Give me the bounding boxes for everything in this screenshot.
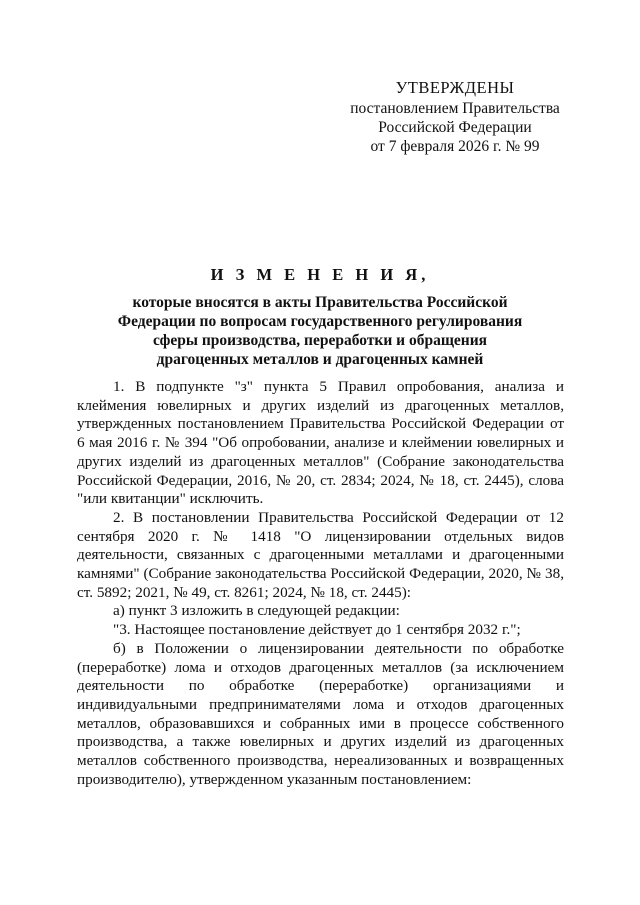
paragraph-quote: "3. Настоящее постановление действует до 1 сентября 2032 г."; [113, 621, 521, 639]
title-subtitle-line: Федерации по вопросам государственного регулирования [117, 313, 523, 330]
title-subtitle-line: сферы производства, переработки и обращения [152, 332, 488, 349]
approval-line: Российской Федерации [378, 119, 532, 136]
approval-stamp [340, 78, 570, 156]
document-body [77, 378, 564, 789]
approval-line: от 7 февраля 2026 г. № 99 [370, 138, 540, 155]
title-main: И З М Е Н Е Н И Я, [210, 265, 430, 284]
title-subtitle [90, 293, 550, 369]
approval-heading: УТВЕРЖДЕНЫ [395, 78, 515, 97]
paragraph-2b: б) в Положении о лицензировании деятельности по обработке (переработке) лома и отходов драгоценных металлов (за исключением деятельности по обработке (переработке) организациями и индивидуальными предпринимателями лома и отходов драгоценных металлов, образовавшихся и собранных ими в процессе собственного производства, а также ювелирных и других изделий из драгоценных металлов собственного производства, нереализованных и возвращенных производителю), утвержденном указанным постановлением: [77, 639, 564, 788]
title-subtitle-line: которые вносятся в акты Правительства Российской [132, 294, 508, 311]
approval-line: постановлением Правительства [350, 100, 560, 117]
paragraph-2: 2. В постановлении Правительства Российской Федерации от 12 сентября 2020 г. № 1418 "О лицензировании отдельных видов деятельности, связанных с драгоценными металлами и драгоценными камнями" (Собрание законодательства Российской Федерации, 2020, № 38, ст. 5892; 2021, № 49, ст. 8261; 2024, № 18, ст. 2445): [77, 508, 564, 601]
paragraph-2a: а) пункт 3 изложить в следующей редакции: [113, 602, 400, 620]
paragraph-1: 1. В подпункте "з" пункта 5 Правил опробования, анализа и клеймения ювелирных и других изделий из драгоценных металлов, утвержденных постановлением Правительства Российской Федерации от 6 мая 2016 г. № 394 "Об опробовании, анализе и клеймении ювелирных и других изделий из драгоценных металлов" (Собрание законодательства Российской Федерации, 2016, № 20, ст. 2834; 2024, № 18, ст. 2445), слова "или квитанции" исключить. [77, 378, 564, 508]
document-title [90, 265, 550, 369]
title-subtitle-line: драгоценных металлов и драгоценных камней [156, 351, 484, 368]
